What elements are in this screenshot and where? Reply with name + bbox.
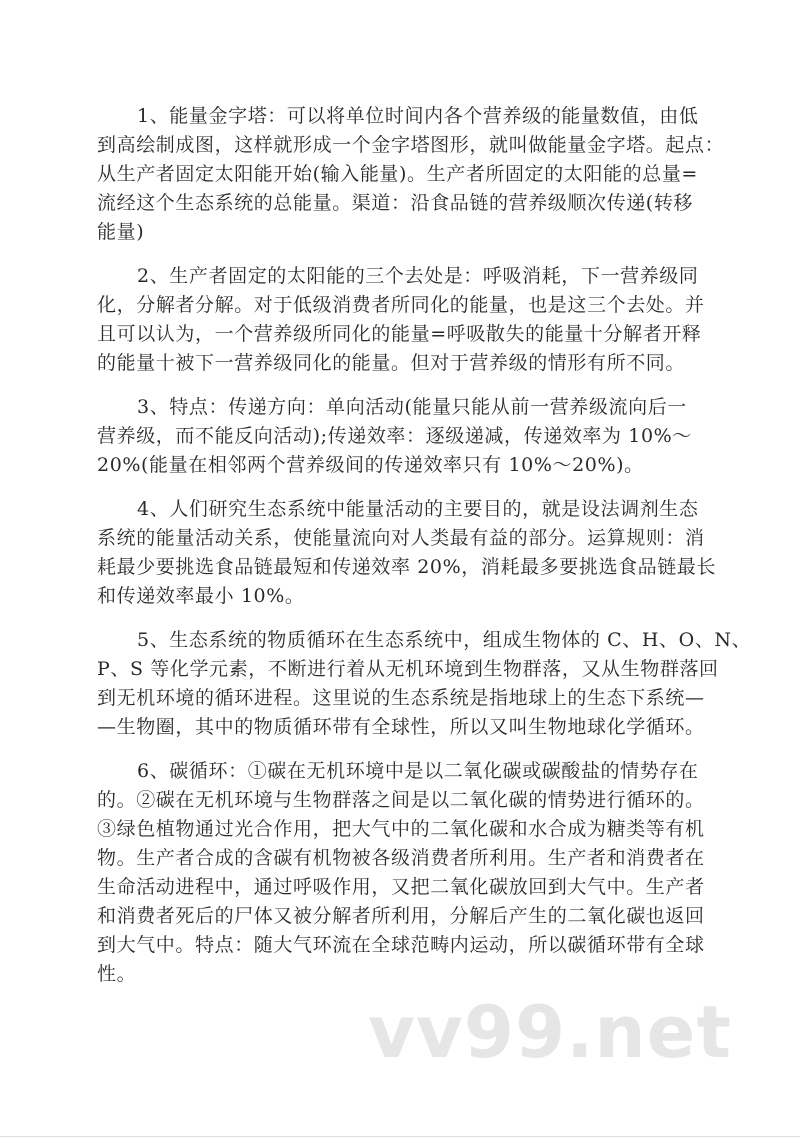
- text-line: 系统的能量活动关系，使能量流向对人类最有益的部分。运算规则：消: [97, 527, 705, 549]
- text-line: —生物圈，其中的物质循环带有全球性，所以又叫生物地球化学循环。: [97, 716, 705, 738]
- text-line: 的。②碳在无机环境与生物群落之间是以二氧化碳的情势进行循环的。: [97, 789, 705, 811]
- text-line: ③绿色植物通过光合作用，把大气中的二氧化碳和水合成为糖类等有机: [97, 818, 705, 840]
- text-line: 1、能量金字塔：可以将单位时间内各个营养级的能量数值，由低: [137, 105, 699, 127]
- paragraph-5: [97, 626, 752, 742]
- text-line: 且可以认为，一个营养级所同化的能量=呼吸散失的能量十分解者开释: [97, 323, 702, 345]
- text-line: 到高绘制成图，这样就形成一个金字塔图形，就叫做能量金字塔。起点：: [97, 134, 725, 156]
- text-line: 3、特点：传递方向：单向活动(能量只能从前一营养级流向后一: [137, 396, 687, 418]
- text-line: 营养级，而不能反向活动);传递效率：逐级递减，传递效率为 10%～: [97, 425, 692, 447]
- text-line: 20%(能量在相邻两个营养级间的传递效率只有 10%～20%)。: [97, 454, 644, 476]
- text-line: 性。: [97, 963, 137, 985]
- text-line: 和传递效率最小 10%。: [97, 585, 305, 607]
- text-line: 流经这个生态系统的总能量。渠道：沿食品链的营养级顺次传递(转移: [97, 192, 694, 214]
- paragraph-2: [97, 262, 717, 378]
- text-line: 从生产者固定太阳能开始(输入能量)。生产者所固定的太阳能的总量=: [97, 163, 698, 185]
- document-body: [97, 102, 752, 1004]
- text-line: 5、生态系统的物质循环在生态系统中，组成生物体的 C、H、O、N、: [137, 629, 752, 651]
- watermark: vv99.net: [368, 990, 732, 1074]
- text-line: 耗最少要挑选食品链最短和传递效率 20%，消耗最多要挑选食品链最长: [97, 556, 717, 578]
- text-line: 物。生产者合成的含碳有机物被各级消费者所利用。生产者和消费者在: [97, 847, 705, 869]
- text-line: 到无机环境的循环进程。这里说的生态系统是指地球上的生态下系统—: [97, 687, 705, 709]
- paragraph-6: [97, 757, 717, 989]
- paragraph-1: [97, 102, 725, 247]
- text-line: 生命活动进程中，通过呼吸作用，又把二氧化碳放回到大气中。生产者: [97, 876, 705, 898]
- text-line: 和消费者死后的尸体又被分解者所利用，分解后产生的二氧化碳也返回: [97, 905, 705, 927]
- paragraph-4: [97, 495, 717, 611]
- text-line: 4、人们研究生态系统中能量活动的主要目的，就是设法调剂生态: [137, 498, 699, 520]
- text-line: 的能量十被下一营养级同化的能量。但对于营养级的情形有所不同。: [97, 352, 686, 374]
- text-line: 2、生产者固定的太阳能的三个去处是：呼吸消耗，下一营养级同: [137, 265, 699, 287]
- text-line: 能量): [97, 221, 145, 243]
- text-line: P、S 等化学元素，不断进行着从无机环境到生物群落，又从生物群落回: [97, 658, 719, 680]
- paragraph-3: [97, 393, 717, 480]
- text-line: 化，分解者分解。对于低级消费者所同化的能量，也是这三个去处。并: [97, 294, 705, 316]
- text-line: 6、碳循环：①碳在无机环境中是以二氧化碳或碳酸盐的情势存在: [137, 760, 699, 782]
- text-line: 到大气中。特点：随大气环流在全球范畴内运动，所以碳循环带有全球: [97, 934, 705, 956]
- page-bottom-edge: [0, 1136, 800, 1137]
